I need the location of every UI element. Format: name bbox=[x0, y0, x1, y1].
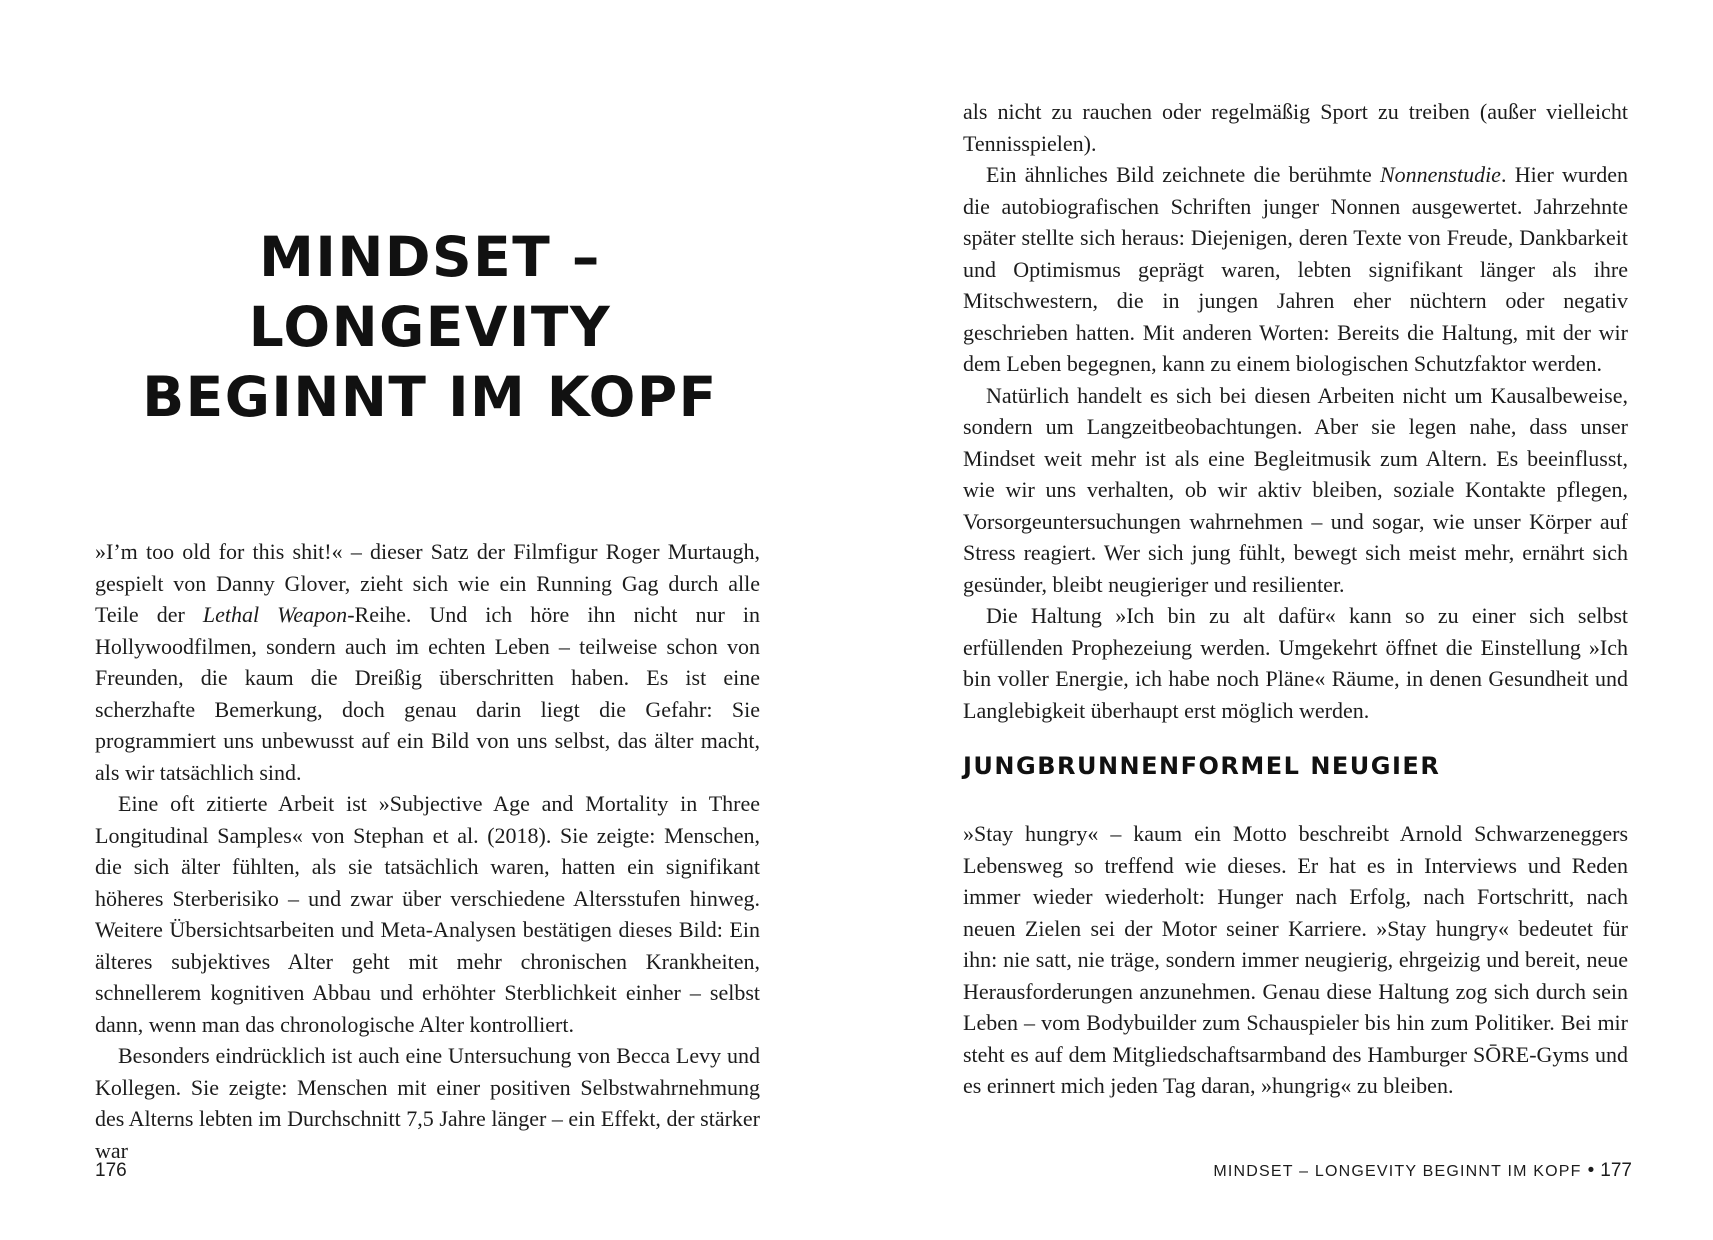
paragraph-text: »I’m too old for this shit!« – dieser Satz der Filmfigur Roger Murtaugh, gespielt von Danny Glover, zieht sich wie ein Running Gag durch alle Teile der bbox=[95, 539, 760, 627]
paragraph: Die Haltung »Ich bin zu alt dafür« kann so zu einer sich selbst erfüllenden Prophezeiung werden. Umgekehrt öffnet die Einstellung »Ich bin voller Energie, ich habe noch Pläne« Räume, in denen Gesundheit und Langlebigkeit überhaupt erst möglich werden. bbox=[963, 603, 1628, 723]
chapter-title bbox=[120, 222, 740, 432]
bullet-separator: • bbox=[1587, 1160, 1595, 1181]
section-heading: JUNGBRUNNENFORMEL NEUGIER bbox=[963, 752, 1441, 780]
paragraph bbox=[963, 159, 1628, 380]
left-body-text bbox=[95, 536, 760, 1166]
left-page bbox=[0, 0, 856, 1240]
paragraph-text: -Reihe. Und ich höre ihn nicht nur in Hollywoodfilmen, sondern auch im echten Leben – teilweise schon von Freunden, die kaum die Dreißig überschritten haben. Es ist eine scherzhafte Bemerkung, doch genau darin liegt die Gefahr: Sie programmiert uns unbewusst auf ein Bild von uns selbst, das älter macht, als wir tatsächlich sind. bbox=[95, 602, 761, 785]
paragraph: Besonders eindrücklich ist auch eine Untersuchung von Becca Levy und Kollegen. Sie zeigte: Menschen mit einer positiven Selbstwahrnehmung des Alterns lebten im Durchschnitt 7,5 Jahre länger – ein Effekt, der stärker war bbox=[95, 1043, 760, 1163]
running-head: MINDSET – LONGEVITY BEGINNT IM KOPF bbox=[1213, 1163, 1582, 1180]
page-number-right: 177 bbox=[1600, 1160, 1632, 1181]
film-title-italic: Lethal Weapon bbox=[202, 602, 348, 627]
study-name-italic: Nonnenstudie bbox=[1379, 162, 1501, 187]
running-footer bbox=[1213, 1160, 1632, 1182]
paragraph: »Stay hungry« – kaum ein Motto beschreibt Arnold Schwarzeneggers Lebensweg so treffend wie dieses. Er hat es in Interviews und Reden immer wieder wiederholt: Hunger nach Erfolg, nach Fortschritt, nach neuen Zielen sei der Motor seiner Karriere. »Stay hungry« bedeutet für ihn: nie satt, nie träge, sondern immer neugierig, ehrgeizig und bereit, neue Herausforderungen anzunehmen. Genau diese Haltung zog sich durch sein Leben – vom Bodybuilder zum Schauspieler bis hin zum Politiker. Bei mir steht es auf dem Mitgliedschaftsarmband des Hamburger SŌRE-Gyms und es erinnert mich jeden Tag daran, »hungrig« zu bleiben. bbox=[963, 821, 1628, 1098]
right-body-text-top bbox=[963, 96, 1628, 726]
chapter-title-line-1: MINDSET – bbox=[259, 225, 601, 289]
paragraph: Eine oft zitierte Arbeit ist »Subjective Age and Mortality in Three Longitudinal Samples« von Stephan et al. (2018). Sie zeigte: Menschen, die sich älter fühlten, als sie tatsächlich waren, hatten ein signifikant höheres Sterberisiko – und zwar über verschiedene Altersstufen hinweg. Weitere Übersichtsarbeiten und Meta-Analysen bestätigen dieses Bild: Ein älteres subjektives Alter geht mit mehr chronischen Krankheiten, schnellerem kognitiven Abbau und erhöhter Sterblichkeit einher – selbst dann, wenn man das chronologische Alter kontrolliert. bbox=[95, 791, 760, 1037]
right-body-text-bottom bbox=[963, 818, 1628, 1102]
paragraph-text: Ein ähnliches Bild zeichnete die berühmte bbox=[986, 162, 1380, 187]
page-number-left: 176 bbox=[95, 1160, 127, 1181]
paragraph: Natürlich handelt es sich bei diesen Arbeiten nicht um Kausalbeweise, sondern um Langzeitbeobachtungen. Aber sie legen nahe, dass unser Mindset weit mehr ist als eine Begleitmusik zum Altern. Es beeinflusst, wie wir uns verhalten, ob wir aktiv bleiben, soziale Kontakte pflegen, Vorsorgeuntersuchungen wahrnehmen – und sogar, wie unser Körper auf Stress reagiert. Wer sich jung fühlt, bewegt sich meist mehr, ernährt sich gesünder, bleibt neugieriger und resilienter. bbox=[963, 382, 1628, 597]
paragraph bbox=[95, 536, 760, 788]
chapter-title-line-2: LONGEVITY bbox=[248, 295, 612, 359]
chapter-title-line-3: BEGINNT IM KOPF bbox=[142, 365, 718, 429]
paragraph-text: . Hier wurden die autobiografischen Schriften junger Nonnen ausgewertet. Jahrzehnte später stellte sich heraus: Diejenigen, deren Texte von Freude, Dankbarkeit und Optimismus geprägt waren, lebten signifikant länger als ihre Mitschwestern, die in jungen Jahren eher nüchtern oder negativ geschrieben hatten. Mit anderen Worten: Bereits die Haltung, mit der wir dem Leben begegnen, kann zu einem biologischen Schutzfaktor werden. bbox=[963, 162, 1628, 376]
right-page bbox=[856, 0, 1713, 1240]
paragraph: als nicht zu rauchen oder regelmäßig Sport zu treiben (außer vielleicht Tennisspielen). bbox=[963, 99, 1628, 156]
